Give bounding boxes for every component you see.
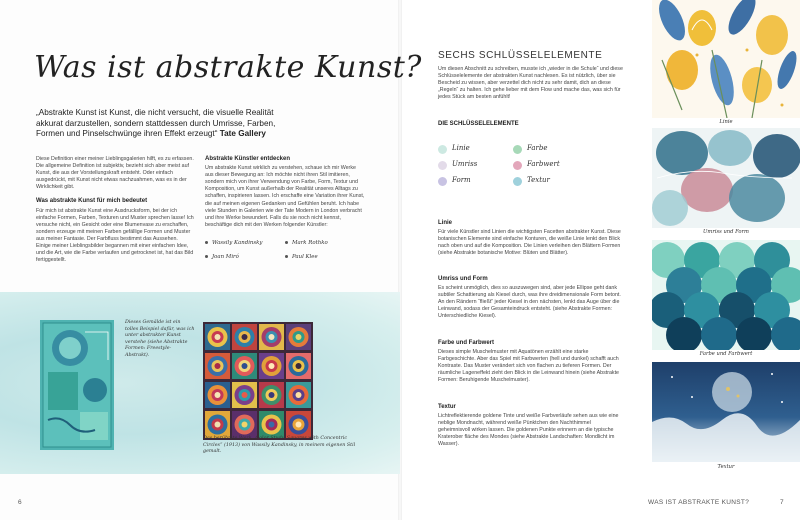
legend-item-form: Form xyxy=(452,176,471,184)
moonlit-texture-image xyxy=(652,362,800,462)
section-umriss-form xyxy=(438,276,624,321)
artists-heading: Abstrakte Künstler entdecken xyxy=(205,156,291,162)
quote-text: „Abstrakte Kunst ist Kunst, die nicht versucht, die visuelle Realität akkurat darzustellen, sondern stattdessen durch Umrisse, Farben, Formen und Pinselschwünge ihren Effekt erzeugt“ xyxy=(36,108,276,138)
page-title: Was ist abstrakte Kunst? xyxy=(34,50,422,85)
legend-dot xyxy=(513,177,522,186)
section-linie xyxy=(438,220,624,257)
artist-item: Wassily Kandinsky xyxy=(205,240,262,246)
quote-source: Tate Gallery xyxy=(219,129,266,138)
image-label: Linie xyxy=(719,119,733,125)
legend-dot xyxy=(513,161,522,170)
legend-item-farbwert: Farbwert xyxy=(527,160,560,168)
legend-dot xyxy=(438,177,447,186)
image-label: Textur xyxy=(717,464,735,470)
page-number-left: 6 xyxy=(18,499,22,506)
artist-item: Joan Miró xyxy=(205,254,239,260)
section-textur xyxy=(438,404,624,449)
section-text: Lichtreflektierende goldene Tinte und weiße Farbverläufe sehen aus wie eine neblige Mondnacht, während weiße Pünktchen den Nachthimmel geheimnisvoll wirken lassen. Die goldenen Punkte erinnern an die typische Kraterober fläche des Mondes (siehe Abstrakte Landschaften: Mondlicht im Wasser). xyxy=(438,413,619,448)
kandinsky-caption: Das berühmte Werk „Color Study, Squares with Concentric Circles“ (1913) von Wassily Kandinsky, in meinem eigenen Stil gemalt. xyxy=(203,436,356,455)
left-column xyxy=(36,156,194,264)
intro-paragraph: Diese Definition einer meiner Lieblingsgalerien hilft, es zu erfassen. Die allgemeine Definition ist subjektiv, bezieht sich aber meist auf Kunst, die aus der Vorstellungskraft entsteht. Oder einfach ausgedrückt, mit Kunst nicht etwas nachzuahmen, was es in der Wirklichkeit gibt. xyxy=(36,156,194,191)
key-elements-heading: DIE SCHLÜSSELELEMENTE xyxy=(438,121,519,127)
page-number-right: 7 xyxy=(780,499,784,506)
section-heading: Umriss und Form xyxy=(438,276,488,282)
section-text: Es scheint unmöglich, dies so auszuwegen sind, aber jede Ellipse geht dank subtiler Schattierung als Kiesel durch, was ihre dreidimensionale Form betont. An den Rändern “fließt” jeder Kiesel in den nächsten, lenkt das Auge über die Leinwand, sodass der Gesamteindruck entsteht. (siehe Abstrakte Formen: Unterschiedliche Kiesel). xyxy=(438,285,621,320)
section-text: Für viele Künstler sind Linien die wichtigsten Facetten abstrakter Kunst. Diese botanischen Elemente sind einfache Konturen, die weiße Linie lenkt den Blick nach oben und auf die Komposition. Die Linien verleihen den Blättern Formen (siehe Abstrakte botanische Motive: Blüten und Blätter). xyxy=(438,229,621,257)
pebble-shapes-image xyxy=(652,128,800,228)
section-farbe-farbwert xyxy=(438,340,624,385)
meaning-heading: Was abstrakte Kunst für mich bedeutet xyxy=(36,198,148,205)
artist-item: Paul Klee xyxy=(285,254,318,260)
image-label: Farbe und Farbwert xyxy=(699,351,753,357)
quote xyxy=(36,108,276,140)
kandinsky-study-image xyxy=(203,322,313,440)
key-elements-legend xyxy=(438,143,608,189)
shell-pattern-image xyxy=(652,240,800,350)
section-heading: Textur xyxy=(438,404,456,410)
meaning-paragraph: Für mich ist abstrakte Kunst eine Ausdrucksform, bei der ich einfache Formen, Farben, Texturen und Muster sprechen lasse! Ich versuche nicht, ein Gesicht oder eine Blumenvase zu erschaffen, sondern erzeuge mit meinen Farben gefällige Formen und Muster aus meiner Fantasie. Der Farbfluss bestimmt das Aussehen. Einige meiner Lieblingsbilder begannen mit einer einfachen Idee, und die Art, wie die Farbe verlaufen und getrocknet ist, hat das Bild fertiggestellt. xyxy=(36,207,194,264)
artist-item: Mark Rothko xyxy=(285,240,328,246)
legend-dot xyxy=(513,145,522,154)
legend-item-farbe: Farbe xyxy=(527,144,548,152)
legend-dot xyxy=(438,145,447,154)
legend-item-linie: Linie xyxy=(452,144,470,152)
legend-item-textur: Textur xyxy=(527,176,550,184)
section-text: Dieses simple Muschelmuster mit Aquatönen erzählt eine starke Farbgeschichte. Aber das Spiel mit Farbwerten (hell und dunkel) schafft auch Kontraste. Das Muster verändert sich von flachen zu tieferen Formen. Der räumliche Lageneffekt zieht den Blick in die Leinwand hinein (siehe Abstrakte Formen: Beruhigende Muschelmuster). xyxy=(438,349,619,384)
right-column xyxy=(205,156,365,229)
section-heading: Linie xyxy=(438,220,453,226)
footer-title: WAS IST ABSTRAKTE KUNST? xyxy=(648,499,750,506)
legend-item-umriss: Umriss xyxy=(452,160,478,168)
painting-caption: Dieses Gemälde ist ein tolles Beispiel dafür, was ich unter abstrakter Kunst verstehe (siehe Abstrakte Formen: Freestyle-Abstrakt). xyxy=(125,320,195,358)
abstract-painting-image xyxy=(40,320,114,450)
section-heading: Farbe und Farbwert xyxy=(438,340,495,346)
botanical-line-image xyxy=(652,0,800,118)
image-label: Umriss und Form xyxy=(703,229,749,235)
section-intro: Um diesen Abschnitt zu schreiben, musste ich „wieder in die Schule“ und diese Schlüsselelemente der abstrakten Kunst nachlesen. Es ist nützlich, über sie Bescheid zu wissen, aber verzettel dich nicht zu sehr damit, dich an diese „Regeln“ zu halten. Ich gehe lieber mit dem Flow und mache das, was sich für jedes Stück am besten anfühlt! xyxy=(438,66,623,101)
legend-dot xyxy=(438,161,447,170)
artists-paragraph: Um abstrakte Kunst wirklich zu verstehen, schaue ich mir Werke aus dieser Bewegung an: Ich möchte nicht ihren Stil imitieren, sondern mich von ihrer Verwendung von Farbe, Form, Textur und Komposition, um Kunst außerhalb der Realität unseres Alltags zu schaffen, inspirieren lassen. Ich erschaffe eine Variation ihrer Kunst, die auf meinen eigenen Gedanken und Gefühlen beruht. Ich habe viele Stunden in Galerien wie der Tate Modern in London verbracht und ihre Werke bewundert. Falls du sie noch nicht kennst, beschäftige dich mit den Werken folgender Künstler: xyxy=(205,165,365,228)
section-title: SECHS SCHLÜSSELELEMENTE xyxy=(438,50,603,61)
